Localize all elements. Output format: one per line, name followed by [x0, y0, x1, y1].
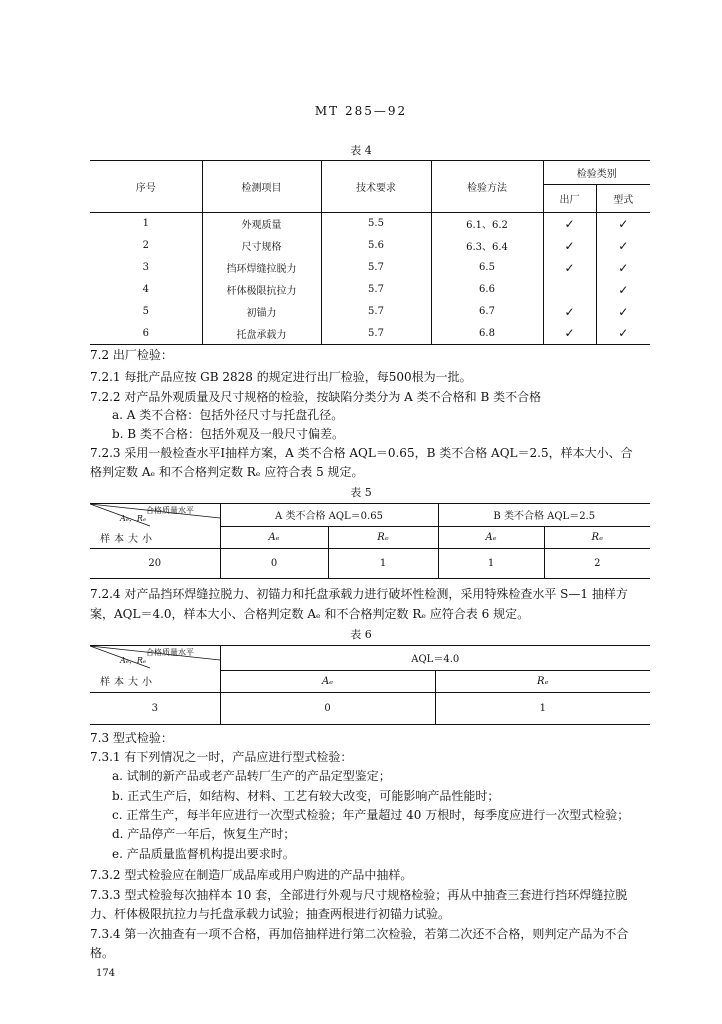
clause-7-3-2: 7.3.2 型式检验应在制造厂成品库或用户购进的产品中抽样。 [90, 868, 413, 882]
table4-cell-factory [543, 235, 596, 257]
table4-header-seq: 序号 [90, 161, 202, 213]
check-mark-icon: ✓ [564, 326, 575, 341]
check-mark-icon: ✓ [564, 260, 575, 275]
table4-cell-no: 6 [90, 323, 202, 345]
table4-cell-type [596, 301, 650, 323]
table4-cell-no: 5 [90, 301, 202, 323]
clause-7-2-4-line2: 案，AQL＝4.0，样本大小、合格判定数 Aₑ 和不合格判定数 Rₑ 应符合表 6 规定。 [90, 607, 530, 621]
table4-cell-method: 6.5 [431, 257, 543, 279]
table4-row [90, 235, 650, 257]
clause-7-3-3-line1: 7.3.3 型式检验每次抽样本 10 套，全部进行外观与尺寸规格检验；再从中抽查三套进行挡环焊缝拉脱 [90, 888, 628, 902]
table4-cell-req: 5.7 [321, 323, 431, 345]
check-mark-icon: ✓ [618, 304, 629, 319]
table4-cell-method: 6.1、6.2 [431, 213, 543, 235]
table4-header-type: 检验类别 [543, 161, 650, 185]
table4-cell-no: 1 [90, 213, 202, 235]
table4-header-method: 检验方法 [431, 161, 543, 213]
table5-b-ac: 1 [438, 549, 544, 579]
table4-header-req: 技术要求 [321, 161, 431, 213]
table4-cell-item: 初锚力 [202, 301, 321, 323]
table5-group-a: A 类不合格 AQL＝0.65 [220, 504, 438, 527]
table5-a-ac: 0 [220, 549, 328, 579]
table5-header-ac-re: Aₑ，Rₑ [120, 514, 146, 523]
table4-row [90, 323, 650, 345]
clause-7-2-4-line1: 7.2.4 对产品挡环焊缝拉脱力、初锚力和托盘承载力进行破坏性检测，采用特殊检查水平 S—1 抽样方 [90, 587, 628, 601]
table4-cell-req: 5.7 [321, 257, 431, 279]
page-number: 174 [96, 968, 116, 979]
table4-header-item: 检测项目 [202, 161, 321, 213]
table4-cell-type [596, 235, 650, 257]
table4-cell-method: 6.6 [431, 279, 543, 301]
table5 [90, 503, 650, 579]
clause-7-3-1-a: a. 试制的新产品或老产品转厂生产的产品定型鉴定； [112, 769, 391, 783]
table4-cell-no: 3 [90, 257, 202, 279]
table4-cell-factory [543, 323, 596, 345]
check-mark-icon: ✓ [618, 238, 629, 253]
clause-7-3-1-c: c. 正常生产，每半年应进行一次型式检验；年产量超过 40 万根时，每季度应进行一次型式检验； [112, 808, 630, 822]
clause-7-3-4-line1: 7.3.4 第一次抽查有一项不合格，再加倍抽样进行第二次检验，若第二次还不合格，则判定产品为不合 [90, 927, 629, 941]
table6-ac-header: Aₑ [220, 670, 435, 692]
document-code: MT 285—92 [314, 104, 408, 118]
table4-cell-req: 5.7 [321, 279, 431, 301]
check-mark-icon: ✓ [564, 304, 575, 319]
table6-header-quality-level: 合格质量水平 [146, 648, 194, 657]
table4-cell-factory [543, 301, 596, 323]
table4-cell-item: 外观质量 [202, 213, 321, 235]
clause-7-3-1-b: b. 正式生产后，如结构、材料、工艺有较大改变，可能影响产品性能时； [112, 789, 500, 803]
clause-7-3-1: 7.3.1 有下列情况之一时，产品应进行型式检验： [90, 750, 353, 764]
clause-7-2-3-line2: 格判定数 Aₑ 和不合格判定数 Rₑ 应符合表 5 规定。 [90, 465, 364, 479]
check-mark-icon: ✓ [618, 260, 629, 275]
check-mark-icon: ✓ [618, 282, 629, 297]
check-mark-icon: ✓ [564, 238, 575, 253]
clause-7-2-2-b: b. B 类不合格：包括外观及一般尺寸偏差。 [112, 427, 344, 441]
table5-header-quality-level: 合格质量水平 [146, 506, 194, 515]
table6-header-ac-re: Aₑ，Rₑ [120, 656, 146, 665]
table6 [90, 645, 650, 725]
table4-row [90, 279, 650, 301]
table6-header-sample-size: 样本大小 [100, 677, 156, 688]
table4-cell-factory [543, 257, 596, 279]
table4-cell-type [596, 323, 650, 345]
table6-sample-size: 3 [90, 693, 220, 725]
clause-7-2-3-line1: 7.2.3 采用一般检查水平Ⅰ抽样方案，A 类不合格 AQL＝0.65，B 类不合格 AQL＝2.5，样本大小、合 [90, 446, 633, 460]
table4-cell-factory [543, 279, 596, 301]
table5-group-b: B 类不合格 AQL＝2.5 [438, 504, 650, 527]
clause-7-3-1-e: e. 产品质量监督机构提出要求时。 [112, 847, 295, 861]
table4-cell-req: 5.7 [321, 301, 431, 323]
table4-cell-item: 杆体极限抗拉力 [202, 279, 321, 301]
table4-cell-item: 尺寸规格 [202, 235, 321, 257]
table5-a-ac-header: Aₑ [220, 526, 328, 549]
table4-caption: 表 4 [350, 144, 372, 157]
clause-7-3-3-line2: 力、杆体极限抗拉力与托盘承载力试验；抽查两根进行初锚力试验。 [90, 907, 451, 921]
table6-group-aql: AQL＝4.0 [220, 646, 650, 671]
section-7-3-title: 7.3 型式检验： [90, 731, 173, 745]
table4-cell-item: 挡环焊缝拉脱力 [202, 257, 321, 279]
clause-7-3-4-line2: 格。 [90, 946, 115, 960]
table5-caption: 表 5 [350, 486, 372, 499]
clause-7-2-1: 7.2.1 每批产品应按 GB 2828 的规定进行出厂检验，每500根为一批。 [90, 370, 472, 384]
table5-header-sample-size: 样本大小 [100, 534, 156, 545]
table5-sample-size: 20 [90, 549, 220, 579]
table4-cell-method: 6.3、6.4 [431, 235, 543, 257]
table4-cell-factory [543, 213, 596, 235]
table4-cell-type [596, 279, 650, 301]
table4-cell-no: 2 [90, 235, 202, 257]
check-mark-icon: ✓ [618, 326, 629, 341]
table6-caption: 表 6 [350, 628, 372, 641]
check-mark-icon: ✓ [618, 216, 629, 231]
table6-re-header: Rₑ [435, 670, 650, 692]
table4-cell-type [596, 213, 650, 235]
table4-cell-method: 6.7 [431, 301, 543, 323]
table5-diagonal-header [90, 504, 220, 549]
table5-b-ac-header: Aₑ [438, 526, 544, 549]
table4-cell-req: 5.5 [321, 213, 431, 235]
table6-ac: 0 [220, 693, 435, 725]
table5-b-re-header: Rₑ [544, 526, 650, 549]
table4-cell-req: 5.6 [321, 235, 431, 257]
clause-7-2-2: 7.2.2 对产品外观质量及尺寸规格的检验，按缺陷分类分为 A 类不合格和 B 类不合格 [90, 390, 542, 404]
table4-subheader-type: 型式 [613, 195, 634, 206]
table4-cell-item: 托盘承载力 [202, 323, 321, 345]
section-7-2-title: 7.2 出厂检验： [90, 348, 173, 362]
table4-row [90, 213, 650, 235]
clause-7-3-1-d: d. 产品停产一年后，恢复生产时； [112, 827, 296, 841]
table4-cell-no: 4 [90, 279, 202, 301]
table4-row [90, 257, 650, 279]
table5-a-re: 1 [328, 549, 438, 579]
table5-a-re-header: Rₑ [328, 526, 438, 549]
table5-b-re: 2 [594, 558, 601, 569]
table6-re: 1 [539, 703, 546, 714]
table4 [90, 160, 650, 345]
check-mark-icon: ✓ [564, 216, 575, 231]
table6-diagonal-header [90, 646, 220, 693]
clause-7-2-2-a: a. A 类不合格：包括外径尺寸与托盘孔径。 [112, 408, 344, 422]
table4-cell-method: 6.8 [431, 323, 543, 345]
table4-subheader-factory: 出厂 [543, 185, 596, 213]
table4-row [90, 301, 650, 323]
table4-cell-type [596, 257, 650, 279]
